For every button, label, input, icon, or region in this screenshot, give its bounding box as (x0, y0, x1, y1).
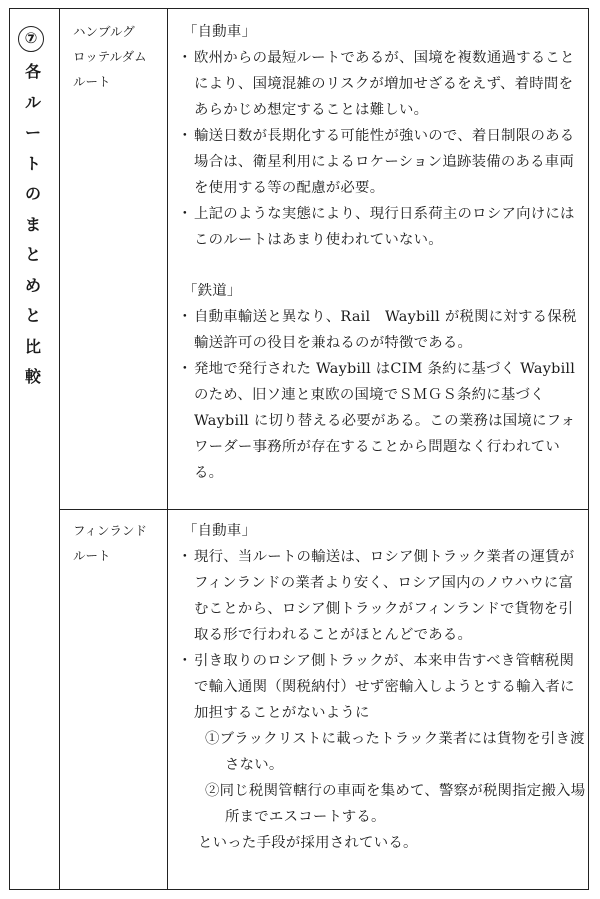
bullet-text: 欧州からの最短ルートであるが、国境を複数通過することにより、国境混雑のリスクが増加せざるをえず、着時間をあらかじめ想定することは難しい。 (194, 50, 575, 118)
route-name-line: ルート (73, 74, 111, 89)
bullet-mark: ・ (177, 206, 193, 222)
section-title (20, 57, 46, 393)
route-details-hamburg-rotterdam (176, 19, 586, 486)
section-title-char: ま (24, 214, 41, 234)
bullet-item (176, 304, 586, 356)
row-divider (60, 509, 588, 510)
section-heading-rail: 「鉄道」 (183, 283, 242, 299)
section-title-char: 較 (24, 367, 41, 386)
column-divider (59, 9, 60, 889)
bullet-mark: ・ (177, 128, 193, 144)
bullet-text: 現行、当ルートの輸送は、ロシア側トラック業者の運賃がフィンランドの業者より安く、ロシア国内のノウハウに富むことから、ロシア側トラックがフィンランドで貨物を引取る形で行われることがほとんどである。 (194, 549, 575, 643)
bullet-text: 自動車輸送と異なり、Rail Waybill が税関に対する保税輸送許可の役目を兼ねるのが特徴である。 (194, 309, 577, 351)
bullet-mark: ・ (177, 361, 193, 377)
bullet-text: 輸送日数が長期化する可能性が強いので、着日制限のある場合は、衛星利用によるロケーション追跡装備のある車両を使用する等の配慮が必要。 (194, 128, 575, 196)
route-details-finland (176, 518, 586, 856)
section-title-char: と (24, 306, 41, 325)
bullet-item (176, 45, 586, 123)
route-name-line: フィンランド (73, 523, 148, 538)
closing-text: といった手段が採用されている。 (198, 835, 418, 851)
section-title-char: め (24, 275, 41, 295)
route-name-hamburg-rotterdam (73, 19, 163, 94)
route-name-line: ロッテルダム (73, 49, 147, 64)
section-title-char: の (24, 184, 41, 203)
bullet-item (176, 201, 586, 253)
bullet-mark: ・ (177, 653, 193, 669)
numbered-item: ①ブラックリストに載ったトラック業者には貨物を引き渡さない。 (205, 731, 585, 773)
spacer (176, 253, 586, 278)
section-title-char: 各 (24, 62, 41, 81)
numbered-item: ②同じ税関管轄行の車両を集めて、警察が税関指定搬入場所までエスコートする。 (205, 783, 586, 825)
bullet-mark: ・ (177, 50, 193, 66)
bullet-item (176, 356, 586, 486)
bullet-text: 引き取りのロシア側トラックが、本来申告すべき管轄税関で輸入通関（関税納付）せず密輸入しようとする輸入者に加担することがないように (194, 653, 575, 721)
section-heading-truck: 「自動車」 (183, 523, 257, 539)
section-heading-truck: 「自動車」 (183, 24, 257, 40)
bullet-item (176, 544, 586, 648)
comparison-table (9, 8, 589, 890)
section-title-char: 比 (24, 336, 41, 356)
bullet-mark: ・ (177, 309, 193, 325)
bullet-mark: ・ (177, 549, 193, 565)
section-number: ⑦ (18, 26, 44, 52)
section-title-char: ル (24, 92, 41, 112)
section-title-char: ト (24, 153, 41, 173)
route-name-finland (73, 518, 163, 568)
section-title-char: ー (24, 123, 41, 142)
column-divider (167, 9, 168, 889)
section-title-char: と (24, 245, 41, 264)
bullet-item (176, 648, 586, 726)
bullet-text: 上記のような実態により、現行日系荷主のロシア向けにはこのルートはあまり使われていない。 (194, 206, 575, 248)
route-name-line: ハンブルグ (73, 24, 135, 39)
bullet-text: 発地で発行された Waybill はCIM 条約に基づく Waybill のため、旧ソ連と東欧の国境でＳＭＧＳ条約に基づく Waybill に切り替える必要がある。この業務は国境にフォワーダー事務所が存在することから問題なく行われている。 (194, 361, 576, 481)
bullet-item (176, 123, 586, 201)
route-name-line: ルート (73, 548, 111, 563)
